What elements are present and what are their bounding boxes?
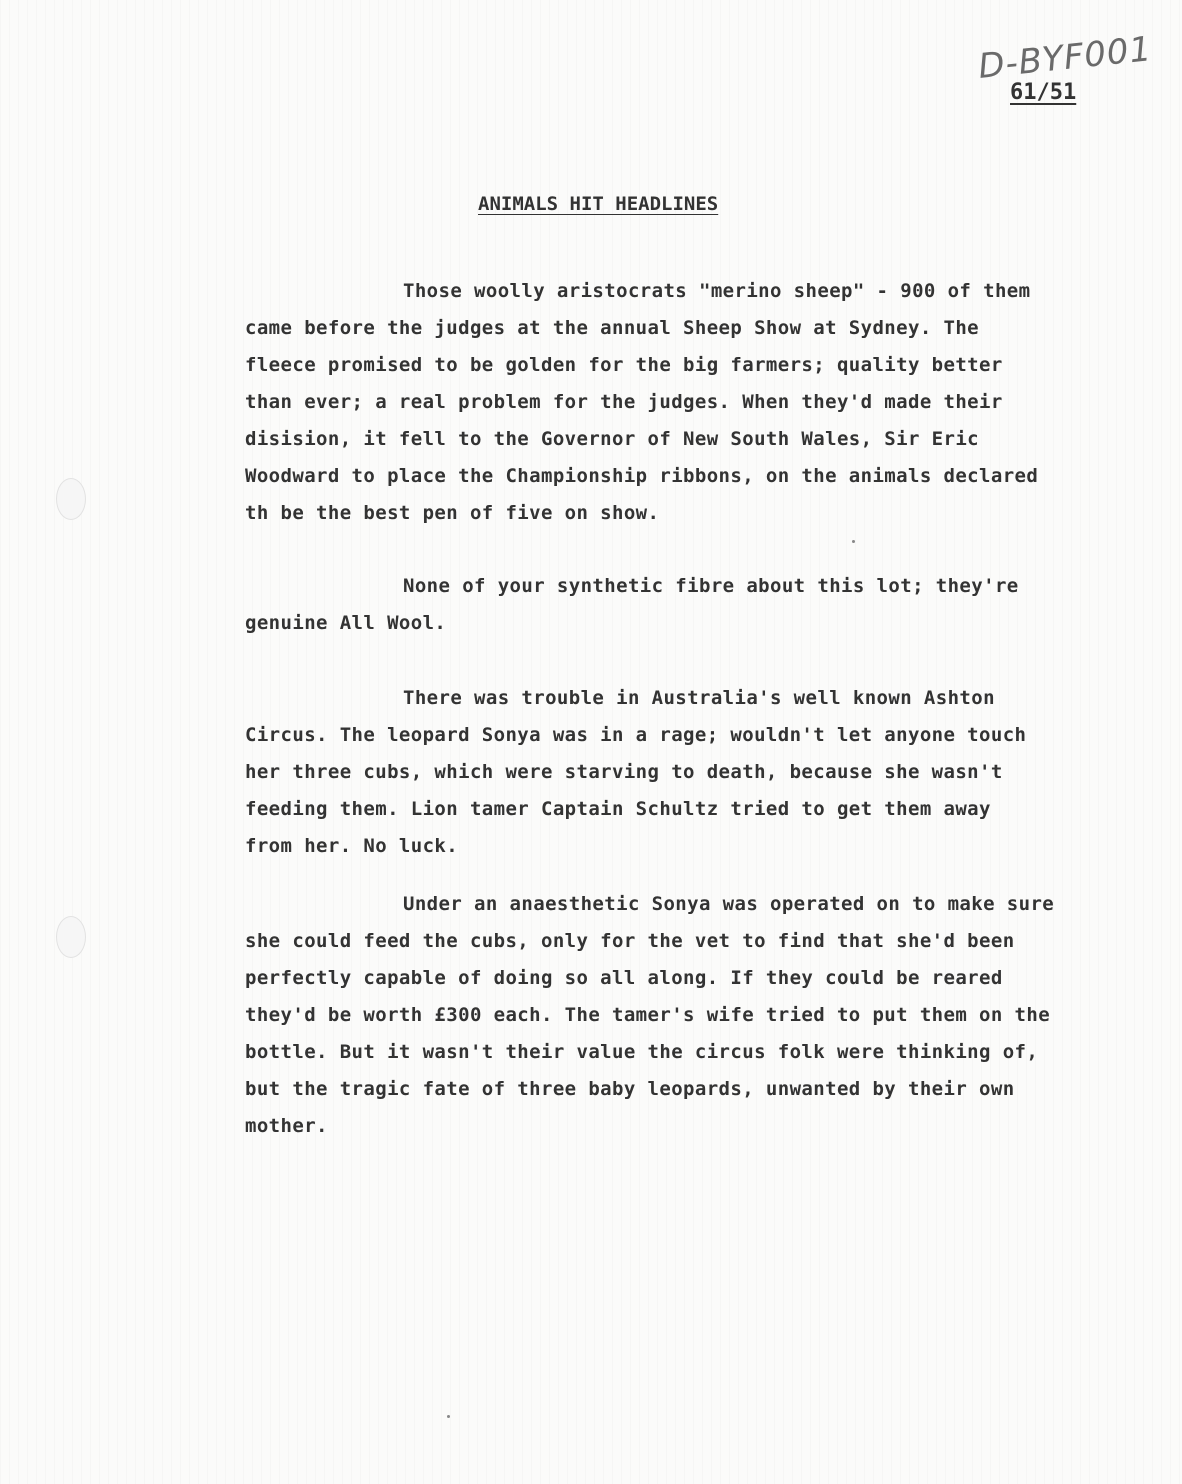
text-line: th be the best pen of five on show. — [245, 502, 660, 524]
ink-speck — [852, 540, 855, 543]
paragraph-all-wool — [245, 568, 1125, 642]
text-line: from her. No luck. — [245, 835, 459, 857]
text-line: Under an anaesthetic Sonya was operated on to make sure — [403, 893, 1055, 915]
text-line: disision, it fell to the Governor of New South Wales, Sir Eric — [245, 428, 980, 450]
paragraph-merino-sheep — [245, 273, 1125, 532]
text-line: perfectly capable of doing so all along. If they could be reared — [245, 967, 1003, 989]
paragraph-leopard-cubs — [245, 886, 1125, 1145]
text-line: she could feed the cubs, only for the vet to find that she'd been — [245, 930, 1015, 952]
text-line: fleece promised to be golden for the big farmers; quality better — [245, 354, 1003, 376]
text-line: Woodward to place the Championship ribbons, on the animals declared — [245, 465, 1039, 487]
text-line: her three cubs, which were starving to death, because she wasn't — [245, 761, 1003, 783]
text-line: they'd be worth £300 each. The tamer's wife tried to put them on the — [245, 1004, 1051, 1026]
text-line: than ever; a real problem for the judges. When they'd made their — [245, 391, 1003, 413]
text-line: bottle. But it wasn't their value the circus folk were thinking of, — [245, 1041, 1039, 1063]
handwritten-reference: D-BYF001 — [976, 28, 1155, 88]
document-title: ANIMALS HIT HEADLINES — [478, 193, 719, 215]
ink-speck — [447, 1415, 450, 1418]
text-line: There was trouble in Australia's well known Ashton — [403, 687, 995, 709]
text-line: came before the judges at the annual Sheep Show at Sydney. The — [245, 317, 980, 339]
text-line: but the tragic fate of three baby leopards, unwanted by their own — [245, 1078, 1015, 1100]
text-line: Circus. The leopard Sonya was in a rage; wouldn't let anyone touch — [245, 724, 1027, 746]
text-line: mother. — [245, 1115, 328, 1137]
text-line: feeding them. Lion tamer Captain Schultz tried to get them away — [245, 798, 991, 820]
text-line: Those woolly aristocrats "merino sheep" - 900 of them — [403, 280, 1031, 302]
punch-hole — [56, 916, 86, 958]
punch-hole — [56, 478, 86, 520]
text-line: genuine All Wool. — [245, 612, 447, 634]
page-reference: 61/51 — [1010, 80, 1077, 105]
text-line: None of your synthetic fibre about this lot; they're — [403, 575, 1019, 597]
paragraph-ashton-circus — [245, 680, 1125, 865]
